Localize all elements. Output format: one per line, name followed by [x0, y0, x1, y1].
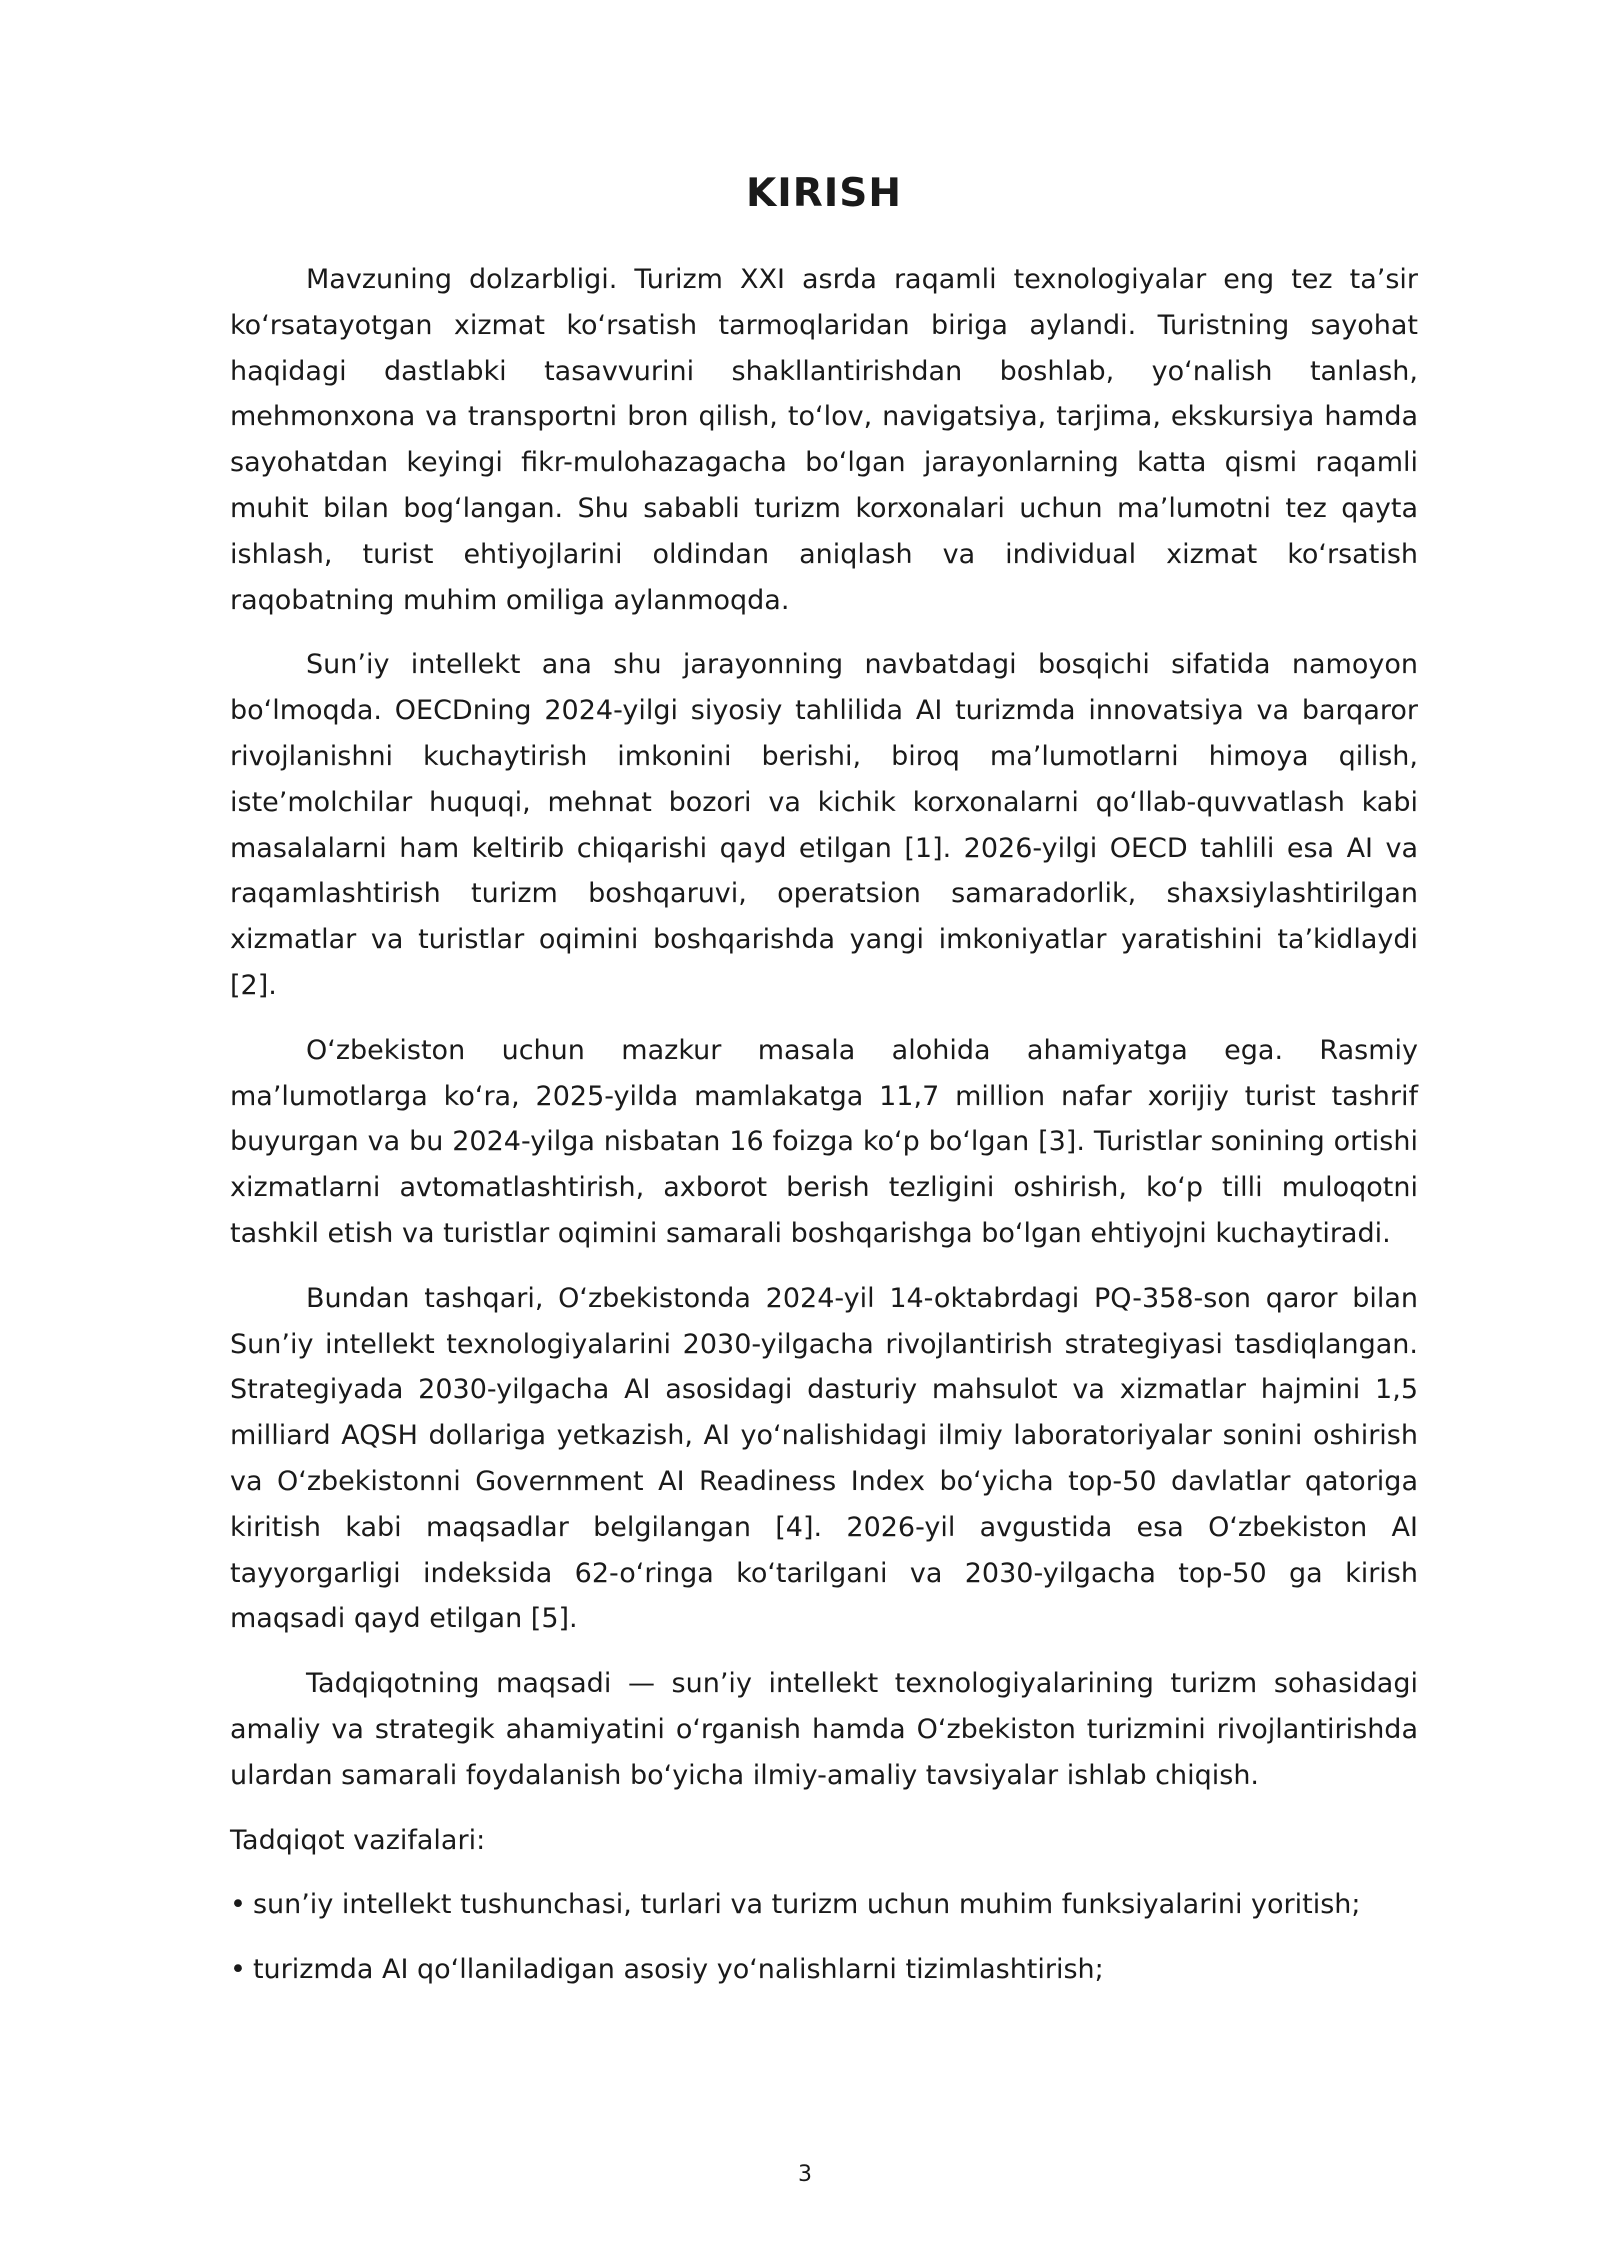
paragraph-uzbekistan-tourism: O‘zbekiston uchun mazkur masala alohida ahamiyatga ega. Rasmiy ma’lumotlarga ko‘ra, 2025-yilda mamlakatga 11,7 million nafar xorijiy turist tashrif buyurgan va bu 2024-yilga nisbatan 16 foizga ko‘p bo‘lgan [3]. Turistlar sonining ortishi xizmatlarni avtomatlashtirish, axborot berish tezligini oshirish, ko‘p tilli muloqotni tashkil etish va turistlar oqimini samarali boshqarishga bo‘lgan ehtiyojni kuchaytiradi.: [230, 1034, 1418, 1249]
paragraph-research-goal: Tadqiqotning maqsadi — sun’iy intellekt texnologiyalarining turizm sohasidagi amaliy va strategik ahamiyatini o‘rganish hamda O‘zbekiston turizmini rivojlantirishda ulardan samarali foydalanish bo‘yicha ilmiy-amaliy tavsiyalar ishlab chiqish.: [230, 1668, 1418, 1791]
list-item: [230, 1947, 1418, 1993]
paragraph-ai-stage: Sun’iy intellekt ana shu jarayonning navbatdagi bosqichi sifatida namoyon bo‘lmoqda. OECDning 2024-yilgi siyosiy tahlilida AI turizmda innovatsiya va barqaror rivojlanishni kuchaytirish imkonini berishi, biroq ma’lumotlarni himoya qilish, iste’molchilar huquqi, mehnat bozori va kichik korxonalarni qo‘llab-quvvatlash kabi masalalarni ham keltirib chiqarishi qayd etilgan [1]. 2026-yilgi OECD tahlili esa AI va raqamlashtirish turizm boshqaruvi, operatsion samaradorlik, shaxsiylashtirilgan xizmatlar va turistlar oqimini boshqarishda yangi imkoniyatlar yaratishini ta’kidlaydi [2].: [230, 649, 1418, 1001]
tasks-heading: Tadqiqot vazifalari:: [230, 1824, 486, 1856]
paragraph-ai-strategy: Bundan tashqari, O‘zbekistonda 2024-yil 14-oktabrdagi PQ-358-son qaror bilan Sun’iy intellekt texnologiyalarini 2030-yilgacha rivojlantirish strategiyasi tasdiqlangan. Strategiyada 2030-yilgacha AI asosidagi dasturiy mahsulot va xizmatlar hajmini 1,5 milliard AQSH dollariga yetkazish, AI yo‘nalishidagi ilmiy laboratoriyalar sonini oshirish va O‘zbekistonni Government AI Readiness Index bo‘yicha top-50 davlatlar qatoriga kiritish kabi maqsadlar belgilangan [4]. 2026-yil avgustida esa O‘zbekiston AI tayyorgarligi indeksida 62-o‘ringa ko‘tarilgani va 2030-yilgacha top-50 ga kirish maqsadi qayd etilgan [5].: [230, 1282, 1418, 1635]
list-item-text: turizmda AI qo‘llaniladigan asosiy yo‘nalishlarni tizimlashtirish;: [252, 1954, 1104, 1986]
bullet-icon: •: [230, 1954, 246, 1986]
bullet-icon: •: [230, 1889, 246, 1921]
page-title: KIRISH: [745, 171, 902, 216]
paragraph-relevance: Mavzuning dolzarbligi. Turizm XXI asrda raqamli texnologiyalar eng tez ta’sir ko‘rsatayotgan xizmat ko‘rsatish tarmoqlaridan biriga aylandi. Turistning sayohat haqidagi dastlabki tasavvurini shakllantirishdan boshlab, yo‘nalish tanlash, mehmonxona va transportni bron qilish, to‘lov, navigatsiya, tarjima, ekskursiya hamda sayohatdan keyingi fikr-mulohazagacha bo‘lgan jarayonlarning katta qismi raqamli muhit bilan bog‘langan. Shu sababli turizm korxonalari uchun ma’lumotni tez qayta ishlash, turist ehtiyojlarini oldindan aniqlash va individual xizmat ko‘rsatish raqobatning muhim omiliga aylanmoqda.: [230, 264, 1418, 616]
list-item-text: sun’iy intellekt tushunchasi, turlari va turizm uchun muhim funksiyalarini yoritish;: [252, 1889, 1361, 1921]
list-item: [230, 1882, 1418, 1928]
page-number: 3: [798, 2162, 812, 2187]
document-body: [230, 257, 1418, 2012]
